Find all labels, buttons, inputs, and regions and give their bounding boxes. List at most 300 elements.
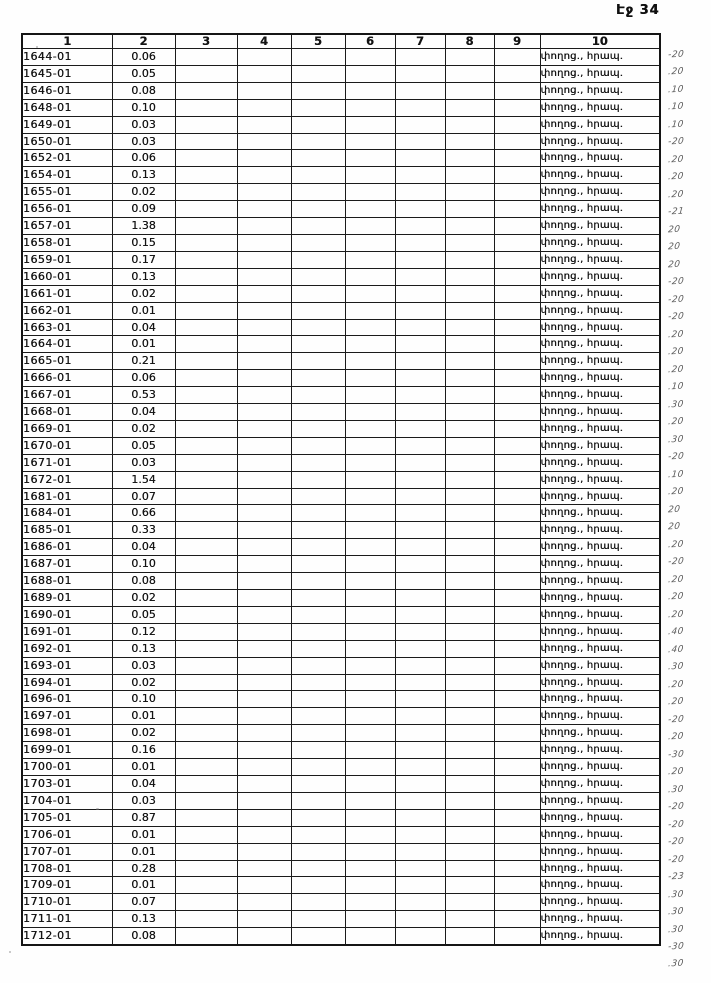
- table-row: [22, 370, 660, 387]
- empty-cell: [345, 150, 395, 167]
- empty-cell: [291, 877, 345, 894]
- row-value-cell: 0.21: [112, 353, 175, 370]
- scan-speck: [9, 951, 11, 953]
- table-row: [22, 167, 660, 184]
- table-row: [22, 826, 660, 843]
- row-value-cell: 0.06: [112, 49, 175, 66]
- margin-annotation: .20: [667, 329, 685, 341]
- empty-cell: [237, 775, 291, 792]
- empty-cell: [175, 775, 237, 792]
- empty-cell: [175, 471, 237, 488]
- empty-cell: [445, 285, 494, 302]
- table-row: [22, 437, 660, 454]
- row-value-cell: 0.13: [112, 167, 175, 184]
- table-row: [22, 556, 660, 573]
- empty-cell: [175, 437, 237, 454]
- margin-annotation: .20: [667, 609, 685, 621]
- table-row: [22, 99, 660, 116]
- empty-cell: [445, 234, 494, 251]
- empty-cell: [395, 353, 445, 370]
- empty-cell: [291, 353, 345, 370]
- empty-cell: [395, 65, 445, 82]
- empty-cell: [175, 725, 237, 742]
- row-id-cell: 1696-01: [22, 691, 112, 708]
- row-value-cell: 0.03: [112, 792, 175, 809]
- empty-cell: [237, 911, 291, 928]
- empty-cell: [237, 674, 291, 691]
- empty-cell: [494, 742, 540, 759]
- row-id-cell: 1663-01: [22, 319, 112, 336]
- margin-annotation: -20: [667, 451, 685, 463]
- empty-cell: [445, 792, 494, 809]
- empty-cell: [395, 539, 445, 556]
- empty-cell: [345, 218, 395, 235]
- table-row: [22, 65, 660, 82]
- empty-cell: [291, 471, 345, 488]
- empty-cell: [175, 759, 237, 776]
- empty-cell: [395, 826, 445, 843]
- empty-cell: [345, 623, 395, 640]
- table-row: [22, 522, 660, 539]
- empty-cell: [291, 725, 345, 742]
- empty-cell: [345, 302, 395, 319]
- empty-cell: [494, 268, 540, 285]
- row-value-cell: 0.01: [112, 826, 175, 843]
- empty-cell: [345, 573, 395, 590]
- empty-cell: [395, 454, 445, 471]
- empty-cell: [175, 674, 237, 691]
- empty-cell: [175, 201, 237, 218]
- empty-cell: [445, 268, 494, 285]
- margin-annotation: .20: [667, 346, 685, 358]
- row-value-cell: 1.54: [112, 471, 175, 488]
- empty-cell: [494, 809, 540, 826]
- table-row: [22, 809, 660, 826]
- empty-cell: [494, 167, 540, 184]
- empty-cell: [494, 877, 540, 894]
- empty-cell: [291, 49, 345, 66]
- empty-cell: [445, 437, 494, 454]
- row-id-cell: 1710-01: [22, 894, 112, 911]
- row-id-cell: 1649-01: [22, 116, 112, 133]
- margin-annotation: -20: [667, 836, 685, 848]
- empty-cell: [445, 573, 494, 590]
- row-value-cell: 0.08: [112, 573, 175, 590]
- empty-cell: [237, 488, 291, 505]
- row-id-cell: 1689-01: [22, 590, 112, 607]
- empty-cell: [395, 302, 445, 319]
- empty-cell: [445, 116, 494, 133]
- empty-cell: [494, 928, 540, 945]
- row-note-cell: փողոց., հրապ.: [540, 437, 660, 454]
- empty-cell: [494, 894, 540, 911]
- row-note-cell: փողոց., հրապ.: [540, 99, 660, 116]
- margin-annotation: .20: [667, 189, 685, 201]
- empty-cell: [175, 285, 237, 302]
- empty-cell: [175, 370, 237, 387]
- empty-cell: [494, 911, 540, 928]
- margin-annotation: .10: [667, 102, 685, 113]
- empty-cell: [445, 623, 494, 640]
- empty-cell: [395, 556, 445, 573]
- empty-cell: [291, 268, 345, 285]
- empty-cell: [395, 116, 445, 133]
- margin-annotation: .20: [667, 679, 685, 691]
- row-note-cell: փողոց., հրապ.: [540, 843, 660, 860]
- row-value-cell: 1.38: [112, 218, 175, 235]
- empty-cell: [494, 251, 540, 268]
- row-value-cell: 0.66: [112, 505, 175, 522]
- empty-cell: [237, 471, 291, 488]
- row-value-cell: 0.02: [112, 725, 175, 742]
- empty-cell: [291, 302, 345, 319]
- row-id-cell: 1687-01: [22, 556, 112, 573]
- margin-annotation: .20: [667, 696, 685, 708]
- empty-cell: [175, 911, 237, 928]
- empty-cell: [237, 877, 291, 894]
- empty-cell: [445, 184, 494, 201]
- margin-annotation: 20: [667, 259, 681, 271]
- row-note-cell: փողոց., հրապ.: [540, 556, 660, 573]
- row-note-cell: փողոց., հրապ.: [540, 268, 660, 285]
- empty-cell: [291, 387, 345, 404]
- empty-cell: [345, 201, 395, 218]
- empty-cell: [237, 404, 291, 421]
- empty-cell: [445, 928, 494, 945]
- empty-cell: [345, 471, 395, 488]
- row-value-cell: 0.10: [112, 691, 175, 708]
- empty-cell: [237, 505, 291, 522]
- empty-cell: [291, 150, 345, 167]
- empty-cell: [175, 556, 237, 573]
- empty-cell: [445, 167, 494, 184]
- table-row: [22, 251, 660, 268]
- margin-annotation: -20: [667, 49, 685, 61]
- empty-cell: [175, 150, 237, 167]
- row-note-cell: փողոց., հրապ.: [540, 590, 660, 607]
- empty-cell: [395, 843, 445, 860]
- empty-cell: [395, 877, 445, 894]
- empty-cell: [494, 843, 540, 860]
- row-value-cell: 0.03: [112, 454, 175, 471]
- empty-cell: [175, 167, 237, 184]
- row-id-cell: 1697-01: [22, 708, 112, 725]
- empty-cell: [237, 370, 291, 387]
- row-value-cell: 0.04: [112, 539, 175, 556]
- row-note-cell: փողոց., հրապ.: [540, 336, 660, 353]
- empty-cell: [395, 623, 445, 640]
- empty-cell: [237, 353, 291, 370]
- empty-cell: [494, 708, 540, 725]
- empty-cell: [345, 184, 395, 201]
- empty-cell: [494, 606, 540, 623]
- empty-cell: [395, 640, 445, 657]
- empty-cell: [494, 759, 540, 776]
- row-note-cell: փողոց., հրապ.: [540, 184, 660, 201]
- table-row: [22, 336, 660, 353]
- empty-cell: [291, 759, 345, 776]
- empty-cell: [345, 370, 395, 387]
- empty-cell: [445, 877, 494, 894]
- row-note-cell: փողոց., հրապ.: [540, 370, 660, 387]
- empty-cell: [494, 657, 540, 674]
- row-id-cell: 1691-01: [22, 623, 112, 640]
- empty-cell: [345, 353, 395, 370]
- margin-annotation: 20: [667, 504, 681, 516]
- empty-cell: [175, 133, 237, 150]
- row-note-cell: փողոց., հրապ.: [540, 133, 660, 150]
- margin-annotation: -20: [667, 801, 685, 813]
- row-value-cell: 0.05: [112, 65, 175, 82]
- empty-cell: [445, 336, 494, 353]
- table-row: [22, 911, 660, 928]
- empty-cell: [445, 759, 494, 776]
- empty-cell: [175, 573, 237, 590]
- row-value-cell: 0.10: [112, 556, 175, 573]
- table-row: [22, 928, 660, 945]
- empty-cell: [494, 319, 540, 336]
- empty-cell: [237, 285, 291, 302]
- scan-speck: [36, 46, 38, 48]
- empty-cell: [237, 725, 291, 742]
- row-id-cell: 1661-01: [22, 285, 112, 302]
- empty-cell: [445, 150, 494, 167]
- row-id-cell: 1712-01: [22, 928, 112, 945]
- row-value-cell: 0.17: [112, 251, 175, 268]
- empty-cell: [494, 133, 540, 150]
- row-value-cell: 0.87: [112, 809, 175, 826]
- empty-cell: [291, 809, 345, 826]
- row-value-cell: 0.04: [112, 319, 175, 336]
- empty-cell: [291, 826, 345, 843]
- row-value-cell: 0.02: [112, 674, 175, 691]
- empty-cell: [345, 877, 395, 894]
- table-row: [22, 302, 660, 319]
- empty-cell: [395, 657, 445, 674]
- row-id-cell: 1693-01: [22, 657, 112, 674]
- empty-cell: [445, 133, 494, 150]
- empty-cell: [445, 826, 494, 843]
- empty-cell: [237, 590, 291, 607]
- row-id-cell: 1690-01: [22, 606, 112, 623]
- row-note-cell: փողոց., հրապ.: [540, 505, 660, 522]
- table-row: [22, 82, 660, 99]
- empty-cell: [345, 505, 395, 522]
- empty-cell: [494, 234, 540, 251]
- empty-cell: [237, 573, 291, 590]
- row-id-cell: 1660-01: [22, 268, 112, 285]
- empty-cell: [291, 911, 345, 928]
- row-id-cell: 1686-01: [22, 539, 112, 556]
- empty-cell: [175, 454, 237, 471]
- row-value-cell: 0.13: [112, 911, 175, 928]
- empty-cell: [175, 928, 237, 945]
- margin-annotation: .10: [667, 381, 685, 393]
- empty-cell: [445, 522, 494, 539]
- empty-cell: [237, 759, 291, 776]
- table-row: [22, 573, 660, 590]
- empty-cell: [445, 505, 494, 522]
- empty-cell: [445, 370, 494, 387]
- empty-cell: [445, 251, 494, 268]
- empty-cell: [345, 49, 395, 66]
- empty-cell: [291, 285, 345, 302]
- row-note-cell: փողոց., հրապ.: [540, 454, 660, 471]
- table-row: [22, 792, 660, 809]
- empty-cell: [175, 268, 237, 285]
- table-row: [22, 420, 660, 437]
- empty-cell: [395, 708, 445, 725]
- empty-cell: [395, 387, 445, 404]
- empty-cell: [494, 573, 540, 590]
- row-id-cell: 1700-01: [22, 759, 112, 776]
- empty-cell: [395, 894, 445, 911]
- table-row: [22, 201, 660, 218]
- row-note-cell: փողոց., հրապ.: [540, 302, 660, 319]
- empty-cell: [345, 319, 395, 336]
- empty-cell: [175, 251, 237, 268]
- empty-cell: [494, 353, 540, 370]
- table-row: [22, 606, 660, 623]
- empty-cell: [345, 167, 395, 184]
- empty-cell: [445, 708, 494, 725]
- row-id-cell: 1707-01: [22, 843, 112, 860]
- table-row: [22, 471, 660, 488]
- empty-cell: [291, 218, 345, 235]
- empty-cell: [175, 184, 237, 201]
- empty-cell: [445, 556, 494, 573]
- empty-cell: [345, 522, 395, 539]
- margin-annotation: -20: [667, 311, 685, 323]
- margin-annotation: .30: [667, 434, 685, 446]
- column-header-2: 2: [112, 34, 175, 49]
- empty-cell: [445, 640, 494, 657]
- row-note-cell: փողոց., հրապ.: [540, 894, 660, 911]
- empty-cell: [291, 319, 345, 336]
- empty-cell: [445, 775, 494, 792]
- empty-cell: [445, 353, 494, 370]
- empty-cell: [291, 251, 345, 268]
- empty-cell: [345, 640, 395, 657]
- empty-cell: [291, 860, 345, 877]
- margin-annotation: .30: [667, 784, 685, 796]
- empty-cell: [175, 691, 237, 708]
- row-id-cell: 1694-01: [22, 674, 112, 691]
- empty-cell: [395, 674, 445, 691]
- row-value-cell: 0.15: [112, 234, 175, 251]
- table-row: [22, 218, 660, 235]
- empty-cell: [494, 150, 540, 167]
- table-row: [22, 775, 660, 792]
- row-id-cell: 1662-01: [22, 302, 112, 319]
- empty-cell: [345, 775, 395, 792]
- margin-annotation: -21: [667, 206, 685, 218]
- empty-cell: [494, 285, 540, 302]
- margin-annotation: .20: [667, 416, 685, 428]
- empty-cell: [175, 420, 237, 437]
- empty-cell: [494, 471, 540, 488]
- empty-cell: [395, 133, 445, 150]
- row-note-cell: փողոց., հրապ.: [540, 201, 660, 218]
- margin-annotation: .30: [667, 661, 685, 673]
- empty-cell: [395, 691, 445, 708]
- table-row: [22, 234, 660, 251]
- empty-cell: [237, 116, 291, 133]
- row-id-cell: 1655-01: [22, 184, 112, 201]
- empty-cell: [494, 640, 540, 657]
- empty-cell: [291, 99, 345, 116]
- empty-cell: [345, 657, 395, 674]
- row-value-cell: 0.03: [112, 657, 175, 674]
- empty-cell: [395, 201, 445, 218]
- empty-cell: [445, 860, 494, 877]
- empty-cell: [175, 505, 237, 522]
- empty-cell: [395, 590, 445, 607]
- data-table: [21, 33, 661, 946]
- row-id-cell: 1644-01: [22, 49, 112, 66]
- row-id-cell: 1684-01: [22, 505, 112, 522]
- row-id-cell: 1656-01: [22, 201, 112, 218]
- empty-cell: [291, 184, 345, 201]
- row-id-cell: 1665-01: [22, 353, 112, 370]
- empty-cell: [291, 133, 345, 150]
- empty-cell: [291, 82, 345, 99]
- empty-cell: [291, 167, 345, 184]
- column-header-6: 6: [345, 34, 395, 49]
- row-note-cell: փողոց., հրապ.: [540, 49, 660, 66]
- empty-cell: [175, 522, 237, 539]
- empty-cell: [345, 539, 395, 556]
- table-row: [22, 742, 660, 759]
- row-value-cell: 0.04: [112, 404, 175, 421]
- empty-cell: [237, 454, 291, 471]
- empty-cell: [291, 606, 345, 623]
- empty-cell: [395, 606, 445, 623]
- empty-cell: [445, 843, 494, 860]
- empty-cell: [175, 387, 237, 404]
- empty-cell: [237, 133, 291, 150]
- margin-annotation: .20: [667, 171, 685, 183]
- margin-annotation: -30: [667, 941, 685, 953]
- row-note-cell: փողոց., հրապ.: [540, 928, 660, 945]
- empty-cell: [395, 251, 445, 268]
- row-note-cell: փողոց., հրապ.: [540, 640, 660, 657]
- empty-cell: [494, 387, 540, 404]
- empty-cell: [237, 623, 291, 640]
- empty-cell: [395, 234, 445, 251]
- empty-cell: [395, 488, 445, 505]
- empty-cell: [237, 894, 291, 911]
- row-id-cell: 1666-01: [22, 370, 112, 387]
- row-note-cell: փողոց., հրապ.: [540, 725, 660, 742]
- row-note-cell: փողոց., հրապ.: [540, 573, 660, 590]
- row-id-cell: 1664-01: [22, 336, 112, 353]
- empty-cell: [237, 809, 291, 826]
- empty-cell: [237, 387, 291, 404]
- row-id-cell: 1659-01: [22, 251, 112, 268]
- row-value-cell: 0.01: [112, 877, 175, 894]
- empty-cell: [345, 928, 395, 945]
- row-note-cell: փողոց., հրապ.: [540, 420, 660, 437]
- empty-cell: [175, 860, 237, 877]
- empty-cell: [291, 573, 345, 590]
- empty-cell: [395, 775, 445, 792]
- row-value-cell: 0.33: [112, 522, 175, 539]
- empty-cell: [395, 725, 445, 742]
- empty-cell: [494, 65, 540, 82]
- empty-cell: [291, 674, 345, 691]
- empty-cell: [395, 370, 445, 387]
